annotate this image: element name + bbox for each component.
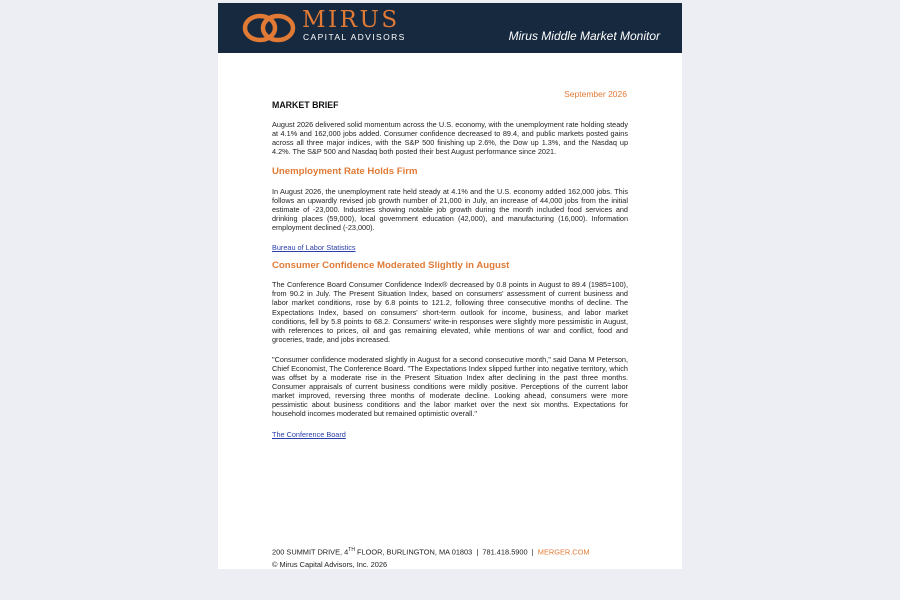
footer-copyright: © Mirus Capital Advisors, Inc. 2026 <box>272 560 388 570</box>
unemployment-paragraph: In August 2026, the unemployment rate held steady at 4.1% and the U.S. economy added 162,000 jobs. This follows an upwardly revised job growth number of 21,000 in July, an increase of 44,000 jobs from the initial estimate of -23,000. Industries showing notable job growth during the month included food services and drinking places (59,000), local government education (42,000), and manufacturing (16,000). Information employment declined (-23,000). <box>272 186 628 232</box>
footer-separator: | <box>476 547 479 557</box>
footer-website-link[interactable]: MERGER.COM <box>537 547 590 557</box>
document-page <box>218 3 682 569</box>
brand-subtitle: CAPITAL ADVISORS <box>303 32 406 42</box>
issue-date: September 2026 <box>564 89 627 99</box>
section-title: MARKET BRIEF <box>272 100 339 110</box>
main-content <box>272 101 628 448</box>
footer <box>272 544 642 571</box>
footer-address-start: 200 SUMMIT DRIVE, 4 <box>272 547 349 557</box>
unemployment-heading: Unemployment Rate Holds Firm <box>272 166 418 178</box>
brand-name: MIRUS <box>302 7 400 33</box>
publication-title: Mirus Middle Market Monitor <box>508 29 660 43</box>
intro-paragraph: August 2026 delivered solid momentum across the U.S. economy, with the unemployment rate holding steady at 4.1% and 162,000 jobs added. Consumer confidence decreased to 89.4, and public markets posted gains across all three major indices, with the S&P 500 finishing up 2.6%, the Dow up 1.3%, and the Nasdaq up 4.2%. The S&P 500 and Nasdaq both posted their best August performance since 2021. <box>272 120 628 157</box>
footer-address-sup: TH <box>348 547 355 553</box>
footer-phone: 781.418.5900 <box>482 547 528 557</box>
bls-link[interactable]: Bureau of Labor Statistics <box>272 243 356 253</box>
footer-separator: | <box>531 547 534 557</box>
conference-board-link[interactable]: The Conference Board <box>272 429 346 439</box>
mirus-logo-icon <box>240 11 300 45</box>
footer-contact-line <box>272 544 642 558</box>
confidence-paragraph-2: "Consumer confidence moderated slightly in August for a second consecutive month," said Dana M Peterson, Chief Economist, The Conference Board. "The Expectations Index slipped further into negative territory, which was offset by a moderate rise in the Present Situation Index after declining in the past three months. Consumer appraisals of current business conditions were mildly positive. Perceptions of the current labor market improved, reversing three months of moderate decline. Looking ahead, consumers were more pessimistic about business conditions and the labor market over the next six months. Expectations for household incomes moderated but remained optimistic overall." <box>272 354 628 419</box>
confidence-paragraph-1: The Conference Board Consumer Confidence Index® decreased by 0.8 points in August to 89.4 (1985=100), from 90.2 in July. The Present Situation Index, based on consumers' assessment of current business and labor market conditions, rose by 6.8 points to 121.2, following three consecutive months of decline. The Expectations Index, based on consumers' short-term outlook for income, business, and labor market conditions, fell by 5.8 points to 68.2. Consumers' write-in responses were slightly more pessimistic in August, with references to prices, oil and gas remaining elevated, while mentions of war and conflict, food and groceries, trade, and jobs increased. <box>272 280 628 344</box>
header-banner <box>218 3 682 53</box>
confidence-heading: Consumer Confidence Moderated Slightly in August <box>272 260 510 272</box>
footer-address-end: FLOOR, BURLINGTON, MA 01803 <box>354 547 473 557</box>
